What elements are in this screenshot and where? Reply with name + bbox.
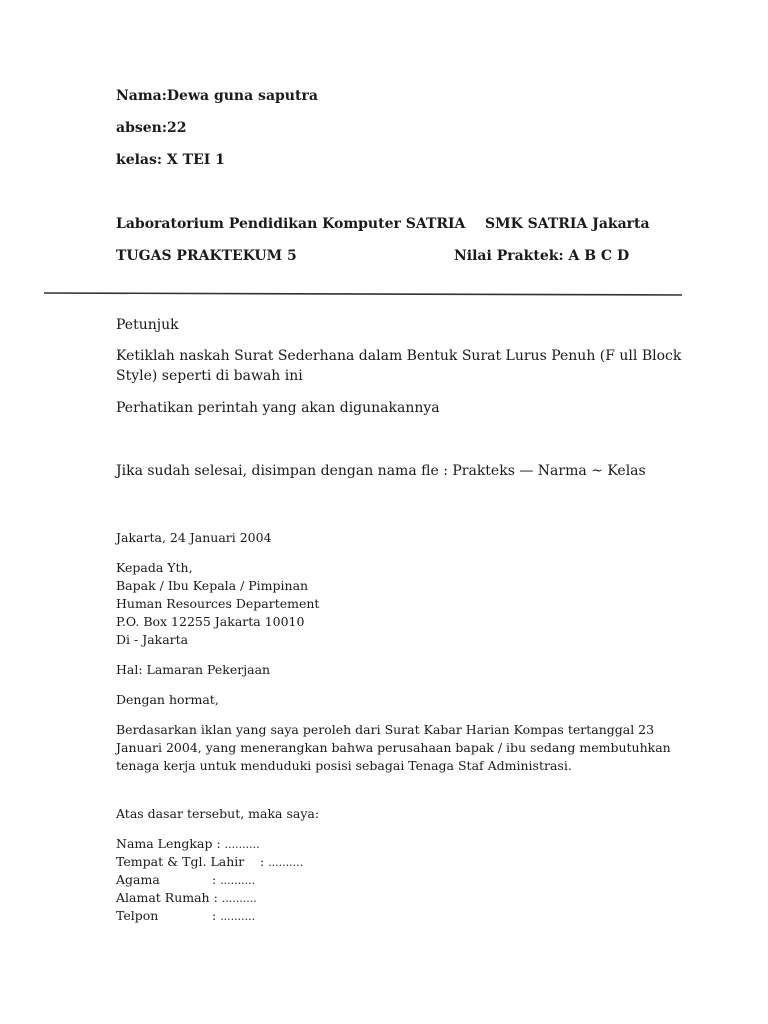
letter-subject: Hal: Lamaran Pekerjaan [116, 662, 271, 677]
task-title: TUGAS PRAKTEKUM 5 [116, 248, 297, 264]
recipient-line: Kepada Yth, [116, 560, 193, 575]
letter-basis: Atas dasar tersebut, maka saya: [116, 806, 320, 821]
field-sep: : [259, 854, 265, 869]
instruction-line-4: Jika sudah selesai, disimpan dengan nama fle : Prakteks — Narma ~ Kelas [116, 463, 646, 479]
body-line: Januari 2004, yang menerangkan bahwa perusahaan bapak / ibu sedang membutuhkan [116, 740, 671, 755]
school-name: SMK SATRIA Jakarta [485, 216, 650, 232]
field-label: Telpon [116, 908, 159, 923]
field-value: .......... [224, 838, 260, 851]
lab-title: Laboratorium Pendidikan Komputer SATRIA [116, 216, 466, 232]
body-line: tenaga kerja untuk menduduki posisi sebagai Tenaga Staf Administrasi. [116, 758, 572, 773]
field-label: Tempat & Tgl. Lahir [116, 854, 245, 869]
recipient-line: Di - Jakarta [116, 632, 189, 647]
field-value: .......... [220, 910, 256, 923]
field-label: Nama Lengkap [116, 836, 213, 851]
recipient-line: Human Resources Departement [116, 596, 320, 611]
body-line: Berdasarkan iklan yang saya peroleh dari Surat Kabar Harian Kompas tertanggal 23 [116, 722, 655, 737]
student-class: kelas: X TEI 1 [116, 152, 225, 168]
field-sep: : [213, 890, 218, 905]
student-name: Nama:Dewa guna saputra [116, 88, 318, 104]
instruction-line-3: Perhatikan perintah yang akan digunakannya [116, 400, 440, 416]
instruction-line-2: Style) seperti di bawah ini [116, 368, 303, 384]
field-sep: : [211, 908, 217, 923]
field-nama-lengkap [116, 836, 260, 851]
instructions-title: Petunjuk [116, 317, 179, 333]
student-absen: absen:22 [116, 120, 187, 136]
instruction-line-1: Ketiklah naskah Surat Sederhana dalam Bentuk Surat Lurus Penuh (F ull Block [116, 348, 682, 364]
field-agama [116, 872, 255, 887]
field-label: Alamat Rumah [116, 890, 210, 905]
recipient-line: P.O. Box 12255 Jakarta 10010 [116, 614, 305, 629]
field-sep: : [211, 872, 217, 887]
field-sep: : [216, 836, 221, 851]
letter-date: Jakarta, 24 Januari 2004 [116, 530, 272, 545]
field-value: .......... [268, 856, 304, 869]
grade-line: Nilai Praktek: A B C D [454, 248, 630, 264]
field-alamat-rumah [116, 890, 257, 905]
field-tempat-tgl-lahir [116, 854, 303, 869]
recipient-line: Bapak / Ibu Kepala / Pimpinan [116, 578, 309, 593]
field-telpon [116, 908, 255, 923]
letter-greeting: Dengan hormat, [116, 692, 219, 707]
field-value: .......... [220, 874, 256, 887]
field-label: Agama [116, 872, 160, 887]
header-divider [44, 292, 682, 296]
field-value: .......... [221, 892, 257, 905]
